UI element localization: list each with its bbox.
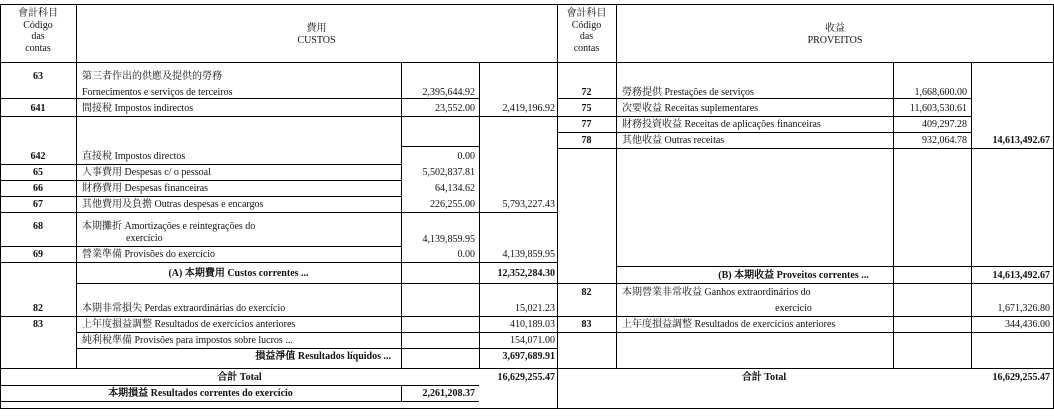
proceed-description: 財務投資收益 Receitas de aplicações financeiras — [622, 119, 821, 130]
cost-subtotal: 2,419,196.92 — [502, 103, 555, 114]
cost-value: 23,552.00 — [435, 103, 475, 114]
proceed-code: 77 — [581, 119, 592, 130]
cost-description: 營業準備 Provisões do exercício — [82, 249, 216, 260]
current-results-label: 本期損益 Resultados correntes do exercício — [108, 388, 293, 399]
cost-description: 財務費用 Despesas financeiras — [82, 183, 209, 194]
subtotal-a-label: (A) 本期費用 Custos correntes ... — [168, 268, 309, 279]
cost-description: 間接稅 Impostos indirectos — [82, 103, 194, 114]
proceed-description: 上年度損益調整 Resultados de exercícios anteriores — [622, 319, 836, 330]
cost-description: 第三者作出的供應及提供的勞務 — [82, 71, 222, 82]
cost-description: 直接稅 Impostos directos — [82, 151, 186, 162]
costs-code-header: 會計科目 Código das contas — [18, 8, 58, 54]
cost-code: 67 — [33, 199, 43, 210]
proceed-value: 1,668,600.00 — [914, 87, 967, 98]
proceed-code: 83 — [581, 319, 592, 330]
proceed-code: 72 — [581, 87, 592, 98]
cost-code: 66 — [33, 183, 43, 194]
cost-subtotal: 410,189.03 — [510, 319, 555, 330]
proceeds-total-value: 16,629,255.47 — [992, 372, 1050, 383]
proceed-value: 932,064.78 — [922, 135, 967, 146]
cost-code: 65 — [33, 167, 43, 178]
proceed-subtotal: 344,436.00 — [1005, 319, 1050, 330]
cost-code: 68 — [33, 221, 43, 232]
cost-value: 0.00 — [457, 249, 475, 260]
cost-description-2: Fornecimentos e serviços de terceiros — [82, 87, 233, 98]
cost-value: 2,395,644.92 — [422, 87, 475, 98]
current-results-value: 2,261,208.37 — [422, 388, 475, 399]
cost-description-2: exercício — [126, 233, 163, 244]
costs-total-label: 合計 Total — [217, 372, 262, 383]
proceed-code: 75 — [581, 103, 592, 114]
proceed-description: 本期營業非常收益 Ganhos extraordinários do — [622, 287, 811, 298]
costs-total-value: 16,629,255.47 — [497, 372, 555, 383]
cost-code: 642 — [30, 151, 46, 162]
cost-description: 上年度損益調整 Resultados de exercícios anteriores — [82, 319, 296, 330]
cost-subtotal: 5,793,227.43 — [502, 199, 555, 210]
cost-value: 4,139,859.95 — [422, 234, 475, 245]
proceed-description-2: exercício — [775, 303, 812, 314]
net-results-value: 3,697,689.91 — [502, 351, 555, 362]
costs-title: 費用 CUSTOS — [297, 23, 336, 46]
proceed-description: 勞務提供 Prestações de serviços — [622, 87, 754, 98]
subtotal-b-value: 14,613,492.67 — [992, 270, 1050, 281]
subtotal-a-value: 12,352,284.30 — [497, 268, 555, 279]
cost-value: 5,502,837.81 — [422, 167, 475, 178]
cost-value: 64,134.62 — [435, 183, 475, 194]
cost-value: 226,255.00 — [430, 199, 475, 210]
proceed-value: 409,297.28 — [922, 119, 967, 130]
subtotal-b-label: (B) 本期收益 Proveitos correntes ... — [718, 270, 869, 281]
cost-description: 純利稅準備 Provisões para impostos sobre lucros ... — [82, 335, 293, 346]
cost-code: 83 — [33, 319, 43, 330]
proceed-subtotal: 1,671,326.80 — [997, 303, 1050, 314]
cost-description: 本期攤折 Amortizações e reintegrações do — [82, 221, 256, 232]
cost-code: 69 — [33, 249, 43, 260]
proceeds-total-label: 合計 Total — [741, 372, 787, 383]
proceed-description: 次要收益 Receitas suplementares — [622, 103, 759, 114]
proceed-code: 82 — [581, 287, 592, 298]
cost-description: 其他費用及負擔 Outras despesas e encargos — [82, 199, 264, 210]
cost-value: 0.00 — [457, 151, 475, 162]
cost-subtotal: 4,139,859.95 — [502, 249, 555, 260]
cost-code: 63 — [33, 71, 43, 82]
proceed-value: 11,603,530.61 — [909, 103, 967, 114]
cost-subtotal: 154,071.00 — [510, 335, 555, 346]
net-results-label: 損益淨值 Resultados líquidos ... — [255, 351, 391, 362]
cost-code: 641 — [30, 103, 46, 114]
proceed-subtotal: 14,613,492.67 — [992, 135, 1050, 146]
proceed-description: 其他收益 Outras receitas — [622, 135, 725, 146]
cost-description: 人事費用 Despesas c/ o pessoal — [82, 167, 211, 178]
proceed-code: 78 — [581, 135, 592, 146]
proceeds-code-header: 會計科目 Código das contas — [566, 8, 607, 54]
cost-description: 本期非常損失 Perdas extraordinárias do exercício — [82, 303, 286, 314]
cost-subtotal: 15,021.23 — [515, 303, 555, 314]
cost-code: 82 — [33, 303, 43, 314]
proceeds-title: 收益 PROVEITOS — [807, 23, 863, 46]
